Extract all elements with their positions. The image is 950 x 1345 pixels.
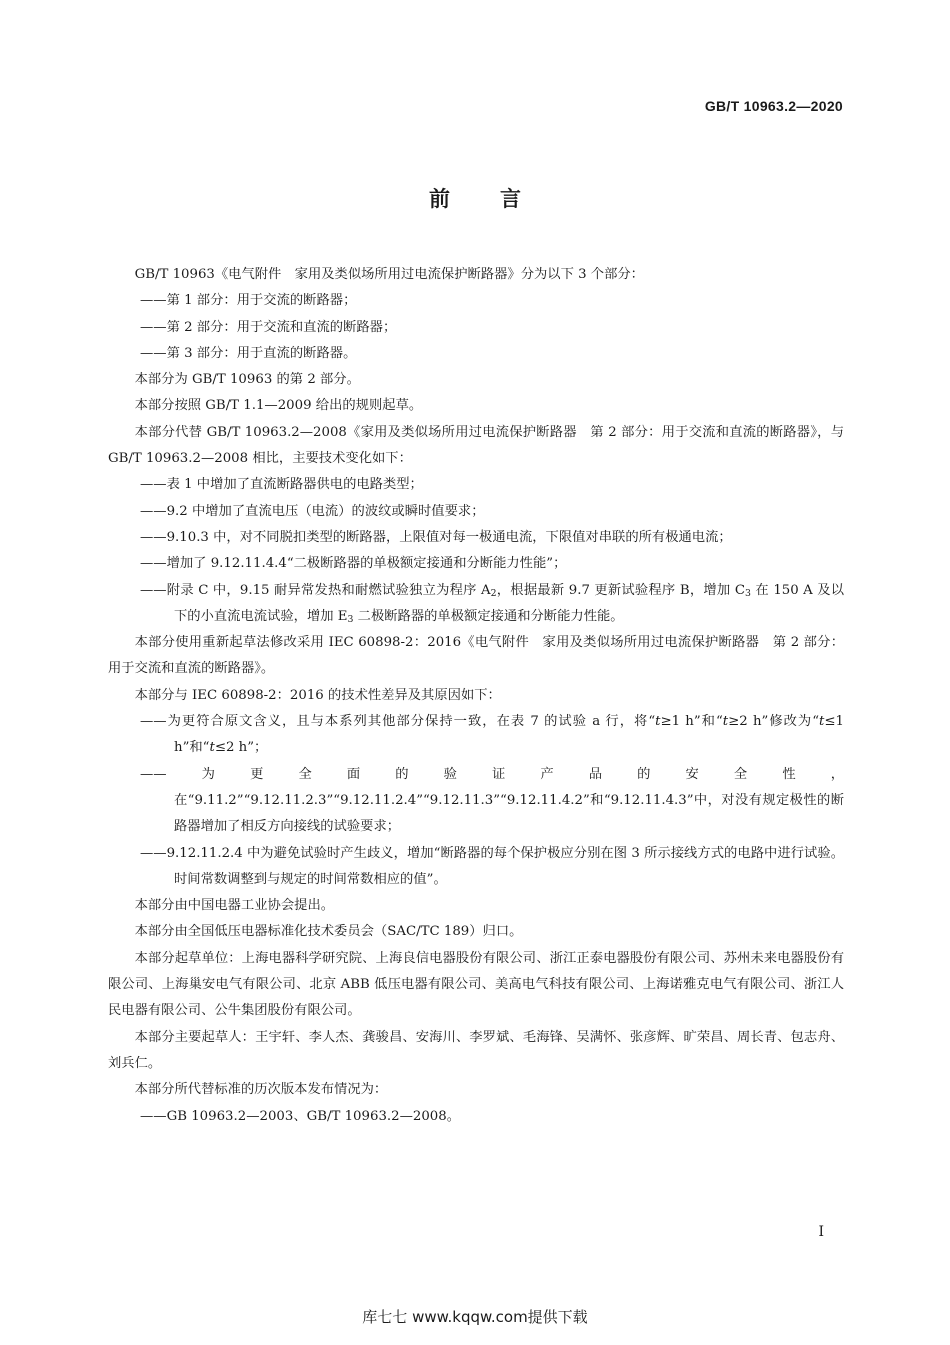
list-item <box>108 709 844 762</box>
text-segment: ——附录 C 中，9.15 耐异常发热和耐燃试验独立为程序 A <box>140 582 491 598</box>
text-segment: ——为更符合原文含义，且与本系列其他部分保持一致，在表 7 的试验 a 行，将“ <box>140 714 656 730</box>
download-footer: 库七七 www.kqqw.com提供下载 <box>362 1308 588 1326</box>
text-segment: 二极断路器的单极额定接通和分断能力性能。 <box>353 608 624 624</box>
list-item: ——GB 10963.2—2003、GB/T 10963.2—2008。 <box>140 1108 461 1124</box>
variable-t: t <box>655 714 661 730</box>
subscript: 2 <box>490 587 497 599</box>
list-item <box>108 578 844 631</box>
subscript: 3 <box>745 587 751 599</box>
list-item: ——第 1 部分：用于交流的断路器； <box>140 293 357 309</box>
paragraph: 本部分所代替标准的历次版本发布情况为： <box>134 1082 388 1098</box>
list-item: ——为更全面的验证产品的安全性，在“9.11.2”“9.12.11.2.3”“9.12.11.2.4”“9.12.11.3”“9.12.11.4.2”和“9.12.11.4.3”中，对没有规定极性的断路器增加了相反方向接线的试验要求； <box>140 766 844 835</box>
list-item: ——9.2 中增加了直流电压（电流）的波纹或瞬时值要求； <box>140 503 485 519</box>
list-item: ——增加了 9.12.11.4.4“二极断路器的单极额定接通和分断能力性能”； <box>140 556 567 572</box>
standard-code: GB/T 10963.2—2020 <box>704 98 843 114</box>
page-number: I <box>818 1224 824 1240</box>
variable-t: t <box>722 714 729 730</box>
text-segment: ≤1 h”和“ <box>174 714 844 756</box>
subscript: 3 <box>347 613 354 625</box>
paragraph: 本部分为 GB/T 10963 的第 2 部分。 <box>134 372 360 388</box>
text-segment: ≤2 h”； <box>214 740 268 756</box>
paragraph: 本部分主要起草人：王宇轩、李人杰、龚骏昌、安海川、李罗斌、毛海锋、吴满怀、张彦辉、旷荣昌、周长青、包志舟、刘兵仁。 <box>108 1029 844 1071</box>
list-item: ——第 3 部分：用于直流的断路器。 <box>140 345 357 361</box>
list-item: ——9.12.11.2.4 中为避免试验时产生歧义，增加“断路器的每个保护极应分别在图 3 所示接线方式的电路中进行试验。时间常数调整到与规定的时间常数相应的值”。 <box>140 845 844 887</box>
text-segment: ≥2 h”修改为“ <box>728 714 820 730</box>
paragraph: 本部分按照 GB/T 1.1—2009 给出的规则起草。 <box>134 398 423 414</box>
paragraph: 本部分起草单位：上海电器科学研究院、上海良信电器股份有限公司、浙江正泰电器股份有限公司、苏州未来电器股份有限公司、上海巢安电气有限公司、北京 ABB 低压电器有限公司、美高电气科技有限公司、上海诺雅克电气有限公司、浙江人民电器有限公司、公牛集团股份有限公司。 <box>108 950 844 1019</box>
paragraph: 本部分使用重新起草法修改采用 IEC 60898-2：2016《电气附件 家用及类似场所用过电流保护断路器 第 2 部分：用于交流和直流的断路器》。 <box>108 635 844 677</box>
paragraph: 本部分代替 GB/T 10963.2—2008《家用及类似场所用过电流保护断路器 第 2 部分：用于交流和直流的断路器》，与 GB/T 10963.2—2008 相比，主要技术变化如下： <box>108 424 844 467</box>
paragraph: 本部分由中国电器工业协会提出。 <box>134 898 335 914</box>
list-item: ——9.10.3 中，对不同脱扣类型的断路器，上限值对每一极通电流，下限值对串联的所有极通电流； <box>140 529 732 545</box>
paragraph: GB/T 10963《电气附件 家用及类似场所用过电流保护断路器》分为以下 3 个部分： <box>134 267 644 282</box>
text-segment: ，根据最新 9.7 更新试验程序 B，增加 C <box>496 582 746 598</box>
paragraph: 本部分由全国低压电器标准化技术委员会（SAC/TC 189）归口。 <box>134 924 523 940</box>
paragraph: 本部分与 IEC 60898-2：2016 的技术性差异及其原因如下： <box>134 687 501 703</box>
document-body <box>108 262 844 1130</box>
list-item: ——表 1 中增加了直流断路器供电的电路类型； <box>140 477 423 493</box>
list-item: ——第 2 部分：用于交流和直流的断路器； <box>140 319 397 335</box>
variable-t: t <box>209 740 215 756</box>
variable-t: t <box>819 714 825 730</box>
text-segment: 在 150 A 及以下的小直流电流试验，增加 E <box>174 582 844 624</box>
page-title: 前言 <box>429 187 571 211</box>
text-segment: ≥1 h”和“ <box>660 714 723 730</box>
